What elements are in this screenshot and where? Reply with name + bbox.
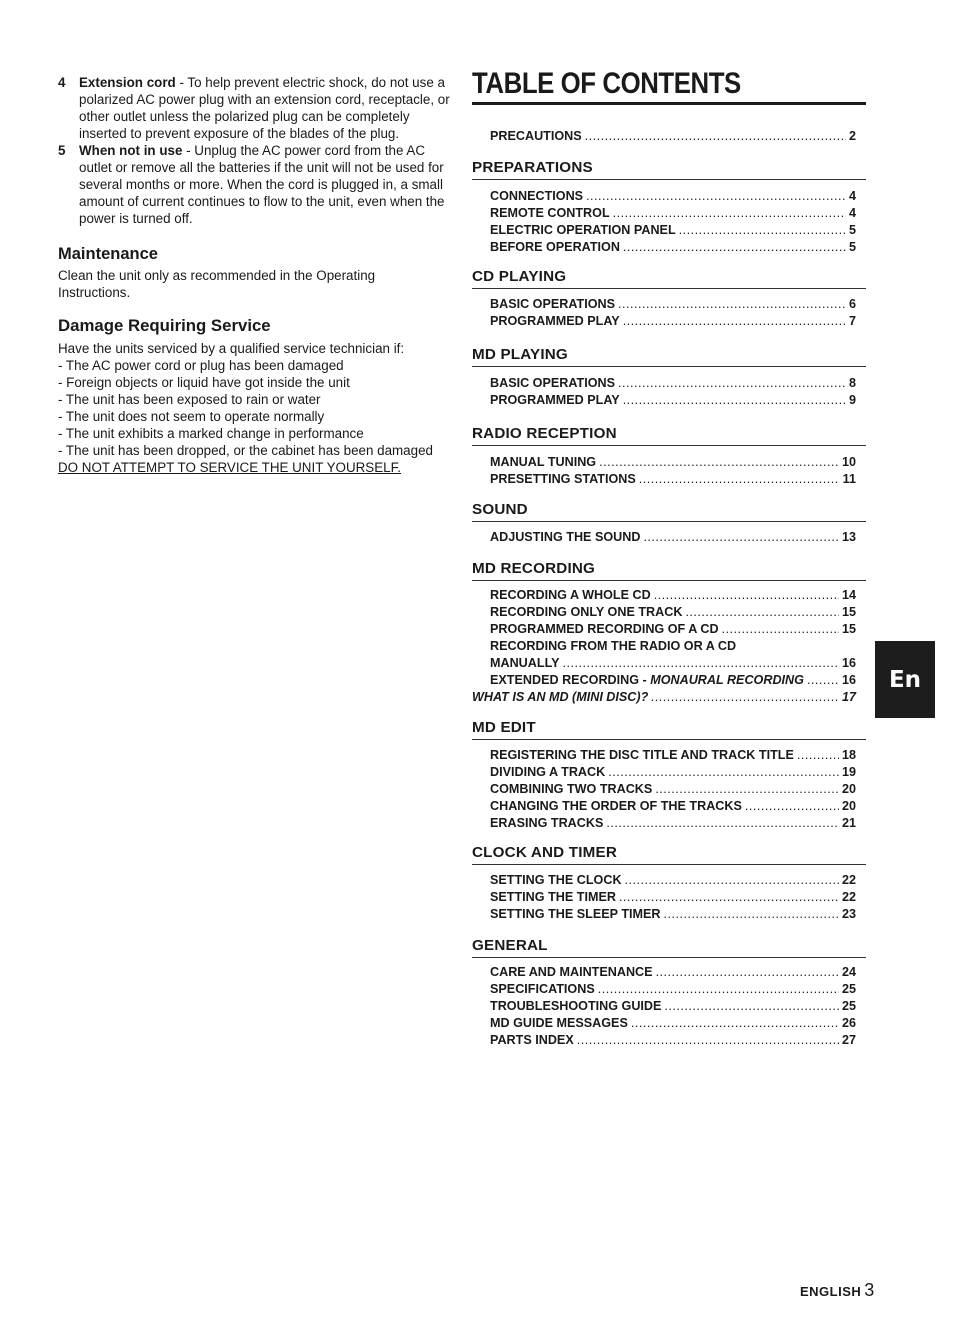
entry-page: 19: [841, 765, 856, 779]
safety-item-not-in-use: [58, 142, 450, 227]
entry-page: 9: [848, 393, 856, 407]
toc-entry[interactable]: [490, 621, 856, 638]
page-footer: [800, 1280, 875, 1301]
toc-entry[interactable]: [490, 587, 856, 604]
entry-page: 25: [841, 999, 856, 1013]
entry-page: 4: [848, 189, 856, 203]
entry-page: 5: [848, 240, 856, 254]
entry-title: ERASING TRACKS: [490, 816, 604, 830]
toc-entry[interactable]: [490, 1032, 856, 1049]
entry-title: PROGRAMMED RECORDING OF A CD: [490, 622, 719, 636]
dot-leader: [654, 587, 839, 604]
dot-leader: [618, 296, 846, 313]
toc-section: [472, 346, 868, 409]
service-warning: DO NOT ATTEMPT TO SERVICE THE UNIT YOURSELF.: [58, 460, 402, 475]
entry-title: CONNECTIONS: [490, 189, 584, 203]
toc-section: [472, 719, 868, 832]
toc-section-heading: MD EDIT: [472, 719, 866, 740]
entry-page: 15: [841, 622, 856, 636]
entry-page: 7: [848, 314, 856, 328]
entry-title: DIVIDING A TRACK: [490, 765, 606, 779]
dot-leader: [807, 672, 839, 689]
toc-entry[interactable]: PRECAUTIONS ..... 2: [490, 128, 856, 145]
entry-title: RECORDING FROM THE RADIO OR A CD: [490, 639, 737, 653]
item-text: - Unplug the AC power cord from the AC outlet or remove all the batteries if the unit will not be used for several months or more. When the cord is plugged in, a small amount of current continues to flow to the unit, even when the power is turned off.: [79, 143, 445, 226]
entry-page: 20: [841, 799, 856, 813]
dot-leader: [623, 392, 846, 409]
dot-leader: [625, 872, 839, 889]
toc-section-heading: RADIO RECEPTION: [472, 425, 866, 446]
toc-entry[interactable]: [490, 604, 856, 621]
list-item: - The AC power cord or plug has been damaged: [58, 358, 344, 373]
entry-title: TROUBLESHOOTING GUIDE: [490, 999, 662, 1013]
toc-section: [472, 844, 868, 923]
entry-title: REGISTERING THE DISC TITLE AND TRACK TITLE: [490, 748, 794, 762]
toc-section: [472, 937, 868, 1049]
toc-entry[interactable]: [490, 981, 856, 998]
toc-entries: [472, 454, 868, 488]
entry-title: RECORDING A WHOLE CD: [490, 588, 651, 602]
dot-leader: [797, 747, 839, 764]
damage-list: [58, 357, 450, 459]
dot-leader: [656, 964, 839, 981]
toc-entries: [472, 188, 868, 256]
item-term: When not in use: [79, 143, 183, 158]
toc-entries: [472, 529, 868, 546]
entry-title: MANUAL TUNING: [490, 455, 597, 469]
entry-page: 20: [841, 782, 856, 796]
dot-leader: [613, 205, 846, 222]
toc-entry[interactable]: [490, 392, 856, 409]
toc-entry[interactable]: [490, 672, 856, 689]
dot-leader: [651, 689, 839, 706]
dot-leader: [679, 222, 846, 239]
entry-title: PRESETTING STATIONS: [490, 472, 636, 486]
damage-heading: Damage Requiring Service: [58, 316, 271, 335]
toc-precautions: [472, 128, 868, 145]
entry-page: 5: [848, 223, 856, 237]
dot-leader: [598, 981, 839, 998]
toc-entry[interactable]: [490, 964, 856, 981]
dot-leader: [722, 621, 839, 638]
safety-item-extension-cord: [58, 74, 450, 142]
toc-section: [472, 159, 868, 256]
entry-title: SETTING THE SLEEP TIMER: [490, 907, 661, 921]
entry-page: 8: [848, 376, 856, 390]
entry-title: MD GUIDE MESSAGES: [490, 1016, 628, 1030]
toc-entries: [472, 296, 868, 330]
toc-section: [472, 425, 868, 488]
entry-title: WHAT IS AN MD (MINI DISC)?: [472, 690, 649, 704]
footer-label: ENGLISH: [800, 1284, 862, 1299]
toc-title: TABLE OF CONTENTS: [472, 67, 741, 100]
entry-title: SPECIFICATIONS: [490, 982, 595, 996]
entry-page: 21: [841, 816, 856, 830]
entry-title: REMOTE CONTROL: [490, 206, 610, 220]
toc-entry[interactable]: [472, 689, 856, 706]
maintenance-heading: Maintenance: [58, 245, 158, 263]
list-item: - Foreign objects or liquid have got inside the unit: [58, 375, 350, 390]
dot-leader: [664, 998, 839, 1015]
toc-entries: [472, 964, 868, 1049]
toc-section-heading: MD PLAYING: [472, 346, 866, 367]
entry-page: 22: [841, 890, 856, 904]
dot-leader: [664, 906, 839, 923]
entry-title: BASIC OPERATIONS: [490, 297, 616, 311]
toc-entry[interactable]: [490, 906, 856, 923]
item-number: 5: [58, 143, 66, 158]
entry-title: PARTS INDEX: [490, 1033, 574, 1047]
toc-section-heading: PREPARATIONS: [472, 159, 866, 180]
entry-title: CHANGING THE ORDER OF THE TRACKS: [490, 799, 742, 813]
dot-leader: [619, 889, 839, 906]
toc-entry[interactable]: [490, 239, 856, 256]
entry-page: 10: [841, 455, 856, 469]
toc-section-heading: SOUND: [472, 501, 866, 522]
list-item: - The unit has been exposed to rain or water: [58, 392, 321, 407]
toc-section: [472, 268, 868, 330]
table-of-contents: [472, 66, 868, 1049]
damage-intro: Have the units serviced by a qualified service technician if:: [58, 341, 405, 356]
entry-title: PROGRAMMED PLAY: [490, 393, 620, 407]
toc-section: [472, 560, 868, 706]
dot-leader: [643, 529, 839, 546]
toc-entry[interactable]: [490, 188, 856, 205]
toc-entry[interactable]: [490, 313, 856, 330]
toc-entry[interactable]: [490, 872, 856, 889]
dot-leader: [745, 798, 839, 815]
dot-leader: [606, 815, 839, 832]
dot-leader: [599, 454, 839, 471]
toc-entry[interactable]: [490, 815, 856, 832]
entry-title: SETTING THE CLOCK: [490, 873, 622, 887]
entry-title: BEFORE OPERATION: [490, 240, 620, 254]
language-tab[interactable]: En: [875, 641, 935, 718]
maintenance-text: Clean the unit only as recommended in the Operating Instructions.: [58, 268, 376, 300]
entry-title: BASIC OPERATIONS: [490, 376, 616, 390]
dot-leader: [577, 1032, 839, 1049]
entry-page: 15: [841, 605, 856, 619]
item-number: 4: [58, 75, 66, 90]
toc-entry[interactable]: [490, 781, 856, 798]
entry-page: 23: [841, 907, 856, 921]
list-item: - The unit does not seem to operate normally: [58, 409, 325, 424]
dot-leader: [655, 781, 839, 798]
list-item: - The unit exhibits a marked change in performance: [58, 426, 364, 441]
entry-title: COMBINING TWO TRACKS: [490, 782, 653, 796]
dot-leader: [631, 1015, 839, 1032]
entry-page: 26: [841, 1016, 856, 1030]
toc-section-heading: GENERAL: [472, 937, 866, 958]
entry-page: 14: [841, 588, 856, 602]
dot-leader: [608, 764, 839, 781]
toc-entry[interactable]: [490, 296, 856, 313]
title-rule: [472, 102, 866, 105]
toc-entries: [472, 375, 868, 409]
entry-page: 22: [841, 873, 856, 887]
toc-entry[interactable]: [490, 655, 856, 672]
entry-page: 18: [841, 748, 856, 762]
toc-section-heading: CD PLAYING: [472, 268, 866, 289]
entry-title-italic: MONAURAL RECORDING: [650, 673, 804, 687]
toc-entries: [472, 747, 868, 832]
entry-page: 27: [841, 1033, 856, 1047]
dot-leader: [623, 313, 846, 330]
toc-entry[interactable]: [490, 798, 856, 815]
toc-entry[interactable]: [490, 375, 856, 392]
safety-column: [58, 74, 450, 476]
dot-leader: [623, 239, 846, 256]
entry-page: 17: [841, 690, 856, 704]
dot-leader: [618, 375, 846, 392]
entry-page: 25: [841, 982, 856, 996]
list-item: - The unit has been dropped, or the cabinet has been damaged: [58, 443, 433, 458]
toc-entry[interactable]: [490, 638, 856, 655]
entry-title: SETTING THE TIMER: [490, 890, 616, 904]
entry-page: 16: [841, 656, 856, 670]
toc-section-heading: CLOCK AND TIMER: [472, 844, 866, 865]
toc-entry[interactable]: [490, 471, 856, 488]
entry-page: 16: [841, 673, 856, 687]
entry-title: CARE AND MAINTENANCE: [490, 965, 653, 979]
toc-entry[interactable]: [490, 1015, 856, 1032]
entry-page: 24: [841, 965, 856, 979]
toc-entries: [472, 587, 868, 706]
toc-section: [472, 501, 868, 546]
dot-leader: [685, 604, 839, 621]
entry-title: EXTENDED RECORDING -: [490, 673, 651, 687]
toc-entry[interactable]: [490, 222, 856, 239]
entry-title: PROGRAMMED PLAY: [490, 314, 620, 328]
entry-title: RECORDING ONLY ONE TRACK: [490, 605, 683, 619]
toc-entry[interactable]: [490, 205, 856, 222]
toc-entry[interactable]: [490, 764, 856, 781]
page-number: 3: [864, 1280, 875, 1300]
toc-entry[interactable]: [490, 529, 856, 546]
entry-title: MANUALLY: [490, 656, 560, 670]
toc-entry[interactable]: [490, 747, 856, 764]
entry-page: 6: [848, 297, 856, 311]
toc-sections: [472, 159, 868, 1049]
toc-entry[interactable]: [490, 454, 856, 471]
item-term: Extension cord: [79, 75, 176, 90]
toc-section-heading: MD RECORDING: [472, 560, 866, 581]
toc-entries: [472, 872, 868, 923]
toc-entry[interactable]: [490, 889, 856, 906]
entry-title: ADJUSTING THE SOUND: [490, 530, 641, 544]
item-text: - To help prevent electric shock, do not use a polarized AC power plug with an extension cord, receptacle, or other outlet unless the polarized plug can be completely inserted to prevent exposure of the blades of the plug.: [79, 75, 450, 141]
dot-leader: [639, 471, 840, 488]
entry-page: 4: [848, 206, 856, 220]
dot-leader: [563, 655, 839, 672]
dot-leader: [586, 188, 846, 205]
entry-page: 13: [841, 530, 856, 544]
entry-page: 11: [842, 472, 856, 486]
entry-title: ELECTRIC OPERATION PANEL: [490, 223, 676, 237]
toc-entry[interactable]: [490, 998, 856, 1015]
